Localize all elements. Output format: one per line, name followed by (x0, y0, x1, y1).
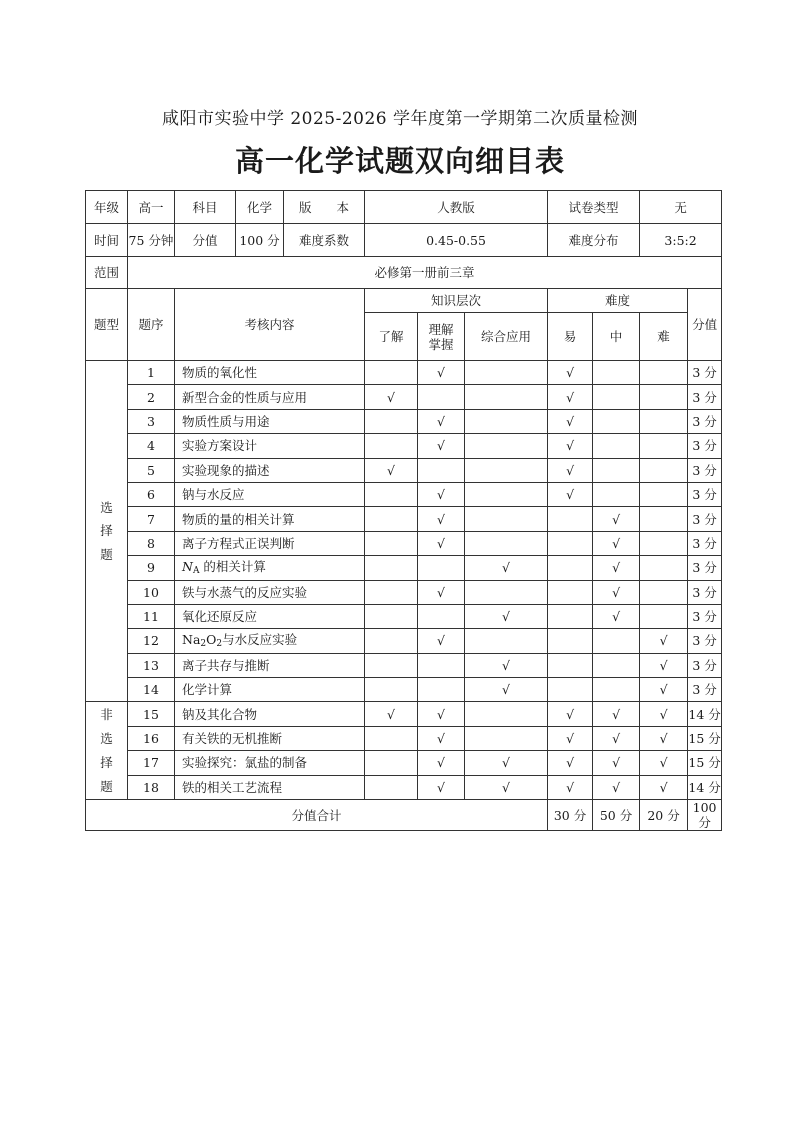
question-score: 3 分 (688, 531, 722, 555)
knowledge-understand-cell (365, 604, 418, 628)
knowledge-apply-cell (465, 653, 548, 677)
knowledge-master-cell (418, 678, 465, 702)
check-mark-icon: √ (387, 389, 395, 405)
difficulty-easy-cell (548, 531, 593, 555)
assessment-content (175, 629, 365, 653)
knowledge-understand-cell (365, 409, 418, 433)
question-type-char: 题 (100, 778, 113, 794)
col-header-content: 考核内容 (175, 289, 365, 361)
col-header-understand: 了解 (365, 313, 418, 361)
knowledge-understand-cell (365, 556, 418, 580)
difficulty-easy-cell (548, 604, 593, 628)
content-part: Na (182, 632, 201, 648)
check-mark-icon: √ (566, 413, 575, 429)
difficulty-dist-label: 难度分布 (548, 224, 640, 257)
difficulty-easy-cell (548, 458, 593, 482)
difficulty-medium-cell (593, 507, 640, 531)
knowledge-master-cell (418, 507, 465, 531)
question-score: 3 分 (688, 629, 722, 653)
assessment-content: 实验现象的描述 (175, 458, 365, 482)
difficulty-easy-cell (548, 361, 593, 385)
totals-row (86, 800, 722, 831)
question-number: 12 (128, 629, 175, 653)
difficulty-hard-cell (640, 678, 688, 702)
knowledge-master-cell (418, 604, 465, 628)
difficulty-medium-cell (593, 604, 640, 628)
difficulty-easy-cell (548, 385, 593, 409)
check-mark-icon: √ (612, 535, 621, 551)
col-header-easy: 易 (548, 313, 593, 361)
col-header-number: 题序 (128, 289, 175, 361)
totals-medium: 50 分 (593, 800, 640, 831)
knowledge-understand-cell (365, 751, 418, 775)
table-row (86, 678, 722, 702)
question-score: 3 分 (688, 458, 722, 482)
difficulty-easy-cell (548, 409, 593, 433)
subject-label: 科目 (175, 191, 236, 224)
check-mark-icon: √ (437, 413, 445, 429)
assessment-content: 实验方案设计 (175, 434, 365, 458)
knowledge-understand-cell (365, 531, 418, 555)
assessment-content: 氧化还原反应 (175, 604, 365, 628)
difficulty-coef-value: 0.45-0.55 (365, 224, 548, 257)
difficulty-hard-cell (640, 458, 688, 482)
assessment-content: 物质性质与用途 (175, 409, 365, 433)
check-mark-icon: √ (437, 365, 445, 381)
table-row (86, 702, 722, 726)
question-score: 15 分 (688, 751, 722, 775)
check-mark-icon: √ (502, 755, 511, 771)
exam-subtitle: 咸阳市实验中学 2025-2026 学年度第一学期第二次质量检测 (161, 109, 639, 129)
knowledge-master-cell (418, 409, 465, 433)
check-mark-icon: √ (387, 462, 395, 478)
table-row (86, 580, 722, 604)
check-mark-icon: √ (566, 731, 575, 747)
knowledge-understand-cell (365, 361, 418, 385)
content-part: N (182, 558, 193, 574)
knowledge-apply-cell (465, 604, 548, 628)
question-type-char: 选 (100, 731, 113, 746)
check-mark-icon: √ (437, 731, 445, 747)
knowledge-apply-cell (465, 629, 548, 653)
grade-label: 年级 (86, 191, 128, 224)
knowledge-understand-cell (365, 385, 418, 409)
check-mark-icon: √ (659, 779, 668, 795)
table-row (86, 434, 722, 458)
question-score: 14 分 (688, 702, 722, 726)
difficulty-easy-cell (548, 434, 593, 458)
check-mark-icon: √ (566, 389, 575, 405)
check-mark-icon: √ (566, 487, 575, 503)
knowledge-understand-cell (365, 653, 418, 677)
check-mark-icon: √ (612, 731, 621, 747)
col-header-master: 理解掌握 (418, 313, 465, 361)
knowledge-master-cell (418, 580, 465, 604)
check-mark-icon: √ (659, 755, 668, 771)
col-header-knowledge-level: 知识层次 (365, 289, 548, 313)
difficulty-medium-cell (593, 702, 640, 726)
knowledge-understand-cell (365, 629, 418, 653)
knowledge-master-cell (418, 531, 465, 555)
totals-hard: 20 分 (640, 800, 688, 831)
difficulty-easy-cell (548, 629, 593, 653)
knowledge-master-cell (418, 629, 465, 653)
check-mark-icon: √ (612, 560, 621, 576)
grade-value: 高一 (128, 191, 175, 224)
time-label: 时间 (86, 224, 128, 257)
difficulty-easy-cell (548, 775, 593, 799)
check-mark-icon: √ (502, 779, 511, 795)
question-type-char: 非 (100, 707, 113, 723)
col-header-medium: 中 (593, 313, 640, 361)
assessment-content: 化学计算 (175, 678, 365, 702)
difficulty-medium-cell (593, 726, 640, 750)
question-number: 3 (128, 409, 175, 433)
table-row (86, 507, 722, 531)
check-mark-icon: √ (566, 779, 575, 795)
check-mark-icon: √ (502, 560, 511, 576)
question-type-char: 择 (100, 754, 113, 770)
difficulty-hard-cell (640, 482, 688, 506)
check-mark-icon: √ (437, 487, 445, 503)
difficulty-easy-cell (548, 678, 593, 702)
check-mark-icon: √ (612, 755, 621, 771)
difficulty-hard-cell (640, 361, 688, 385)
knowledge-apply-cell (465, 580, 548, 604)
assessment-content: 离子方程式正误判断 (175, 531, 365, 555)
difficulty-hard-cell (640, 604, 688, 628)
knowledge-master-cell (418, 775, 465, 799)
difficulty-easy-cell (548, 702, 593, 726)
assessment-content (175, 556, 365, 580)
difficulty-medium-cell (593, 434, 640, 458)
check-mark-icon: √ (502, 682, 511, 698)
edition-value: 人教版 (365, 191, 548, 224)
check-mark-icon: √ (566, 706, 575, 722)
knowledge-master-cell (418, 434, 465, 458)
scope-value: 必修第一册前三章 (128, 257, 722, 289)
table-row (86, 409, 722, 433)
check-mark-icon: √ (659, 682, 668, 698)
check-mark-icon: √ (612, 511, 621, 527)
check-mark-icon: √ (566, 755, 575, 771)
assessment-content: 钠与水反应 (175, 482, 365, 506)
table-row (86, 531, 722, 555)
knowledge-apply-cell (465, 482, 548, 506)
knowledge-apply-cell (465, 361, 548, 385)
knowledge-understand-cell (365, 775, 418, 799)
difficulty-medium-cell (593, 361, 640, 385)
difficulty-easy-cell (548, 482, 593, 506)
table-row (86, 458, 722, 482)
check-mark-icon: √ (566, 438, 575, 454)
knowledge-master-cell (418, 726, 465, 750)
check-mark-icon: √ (659, 731, 668, 747)
question-number: 9 (128, 556, 175, 580)
question-number: 4 (128, 434, 175, 458)
paper-type-label: 试卷类型 (548, 191, 640, 224)
knowledge-understand-cell (365, 678, 418, 702)
difficulty-medium-cell (593, 556, 640, 580)
knowledge-apply-cell (465, 385, 548, 409)
difficulty-medium-cell (593, 458, 640, 482)
check-mark-icon: √ (387, 706, 395, 722)
col-header-difficulty: 难度 (548, 289, 688, 313)
assessment-content: 铁与水蒸气的反应实验 (175, 580, 365, 604)
col-header-hard: 难 (640, 313, 688, 361)
specification-table (85, 190, 722, 831)
difficulty-medium-cell (593, 409, 640, 433)
knowledge-master-cell (418, 556, 465, 580)
score-label: 分值 (175, 224, 236, 257)
table-row (86, 751, 722, 775)
difficulty-medium-cell (593, 385, 640, 409)
content-part: A (192, 565, 200, 576)
knowledge-apply-cell (465, 409, 548, 433)
knowledge-master-cell (418, 653, 465, 677)
difficulty-hard-cell (640, 531, 688, 555)
check-mark-icon: √ (502, 609, 511, 625)
check-mark-icon: √ (437, 438, 445, 454)
difficulty-easy-cell (548, 726, 593, 750)
check-mark-icon: √ (437, 779, 445, 795)
check-mark-icon: √ (437, 755, 445, 771)
difficulty-easy-cell (548, 653, 593, 677)
question-number: 13 (128, 653, 175, 677)
difficulty-hard-cell (640, 751, 688, 775)
knowledge-master-cell (418, 702, 465, 726)
check-mark-icon: √ (566, 462, 575, 478)
difficulty-hard-cell (640, 702, 688, 726)
check-mark-icon: √ (659, 633, 668, 649)
difficulty-easy-cell (548, 556, 593, 580)
knowledge-apply-cell (465, 507, 548, 531)
scope-label: 范围 (86, 257, 128, 289)
question-number: 10 (128, 580, 175, 604)
knowledge-apply-cell (465, 458, 548, 482)
assessment-content: 物质的量的相关计算 (175, 507, 365, 531)
knowledge-master-cell (418, 385, 465, 409)
difficulty-easy-cell (548, 580, 593, 604)
difficulty-medium-cell (593, 678, 640, 702)
check-mark-icon: √ (659, 657, 668, 673)
difficulty-hard-cell (640, 629, 688, 653)
subject-value: 化学 (236, 191, 284, 224)
check-mark-icon: √ (437, 535, 445, 551)
question-score: 3 分 (688, 385, 722, 409)
difficulty-hard-cell (640, 653, 688, 677)
question-score: 3 分 (688, 678, 722, 702)
question-number: 5 (128, 458, 175, 482)
table-row (86, 629, 722, 653)
table-row (86, 775, 722, 799)
question-number: 1 (128, 361, 175, 385)
question-score: 3 分 (688, 482, 722, 506)
difficulty-hard-cell (640, 409, 688, 433)
knowledge-understand-cell (365, 726, 418, 750)
knowledge-apply-cell (465, 726, 548, 750)
question-score: 3 分 (688, 434, 722, 458)
check-mark-icon: √ (437, 584, 445, 600)
knowledge-apply-cell (465, 531, 548, 555)
question-number: 6 (128, 482, 175, 506)
assessment-content: 新型合金的性质与应用 (175, 385, 365, 409)
question-number: 2 (128, 385, 175, 409)
question-score: 3 分 (688, 604, 722, 628)
knowledge-master-cell (418, 482, 465, 506)
assessment-content: 钠及其化合物 (175, 702, 365, 726)
question-type-char: 选 (100, 499, 113, 515)
check-mark-icon: √ (612, 706, 621, 722)
knowledge-understand-cell (365, 702, 418, 726)
check-mark-icon: √ (659, 706, 668, 722)
question-score: 3 分 (688, 409, 722, 433)
difficulty-medium-cell (593, 629, 640, 653)
knowledge-apply-cell (465, 702, 548, 726)
score-value: 100 分 (236, 224, 284, 257)
paper-type-value: 无 (640, 191, 722, 224)
question-score: 3 分 (688, 361, 722, 385)
question-score: 14 分 (688, 775, 722, 799)
table-row (86, 361, 722, 385)
page-title: 高一化学试题双向细目表 (234, 144, 565, 178)
assessment-content: 实验探究：氯盐的制备 (175, 751, 365, 775)
difficulty-hard-cell (640, 385, 688, 409)
knowledge-understand-cell (365, 507, 418, 531)
totals-easy: 30 分 (548, 800, 593, 831)
question-number: 18 (128, 775, 175, 799)
difficulty-easy-cell (548, 507, 593, 531)
question-score: 3 分 (688, 507, 722, 531)
difficulty-dist-value: 3:5:2 (640, 224, 722, 257)
question-type-cell (86, 361, 128, 702)
col-header-score: 分值 (688, 289, 722, 361)
table-row (86, 653, 722, 677)
difficulty-easy-cell (548, 751, 593, 775)
check-mark-icon: √ (612, 584, 621, 600)
col-header-apply: 综合应用 (465, 313, 548, 361)
content-part: 的相关计算 (199, 558, 266, 574)
difficulty-hard-cell (640, 580, 688, 604)
knowledge-apply-cell (465, 434, 548, 458)
knowledge-understand-cell (365, 434, 418, 458)
question-number: 8 (128, 531, 175, 555)
time-value: 75 分钟 (128, 224, 175, 257)
knowledge-apply-cell (465, 678, 548, 702)
knowledge-apply-cell (465, 556, 548, 580)
knowledge-master-cell (418, 458, 465, 482)
knowledge-understand-cell (365, 458, 418, 482)
assessment-content: 铁的相关工艺流程 (175, 775, 365, 799)
content-part: 与水反应实验 (222, 632, 298, 648)
check-mark-icon: √ (437, 633, 445, 649)
check-mark-icon: √ (612, 779, 621, 795)
table-row (86, 604, 722, 628)
totals-label: 分值合计 (86, 800, 548, 831)
check-mark-icon: √ (566, 365, 575, 381)
knowledge-master-cell (418, 361, 465, 385)
table-row (86, 556, 722, 580)
content-part: 2 (216, 639, 223, 650)
question-type-char: 择 (100, 523, 113, 539)
question-number: 16 (128, 726, 175, 750)
table-row (86, 482, 722, 506)
knowledge-apply-cell (465, 775, 548, 799)
table-row (86, 385, 722, 409)
assessment-content: 物质的氧化性 (175, 361, 365, 385)
question-score: 3 分 (688, 556, 722, 580)
knowledge-apply-cell (465, 751, 548, 775)
difficulty-medium-cell (593, 775, 640, 799)
question-number: 11 (128, 604, 175, 628)
question-number: 14 (128, 678, 175, 702)
difficulty-hard-cell (640, 507, 688, 531)
totals-total: 100 分 (688, 800, 722, 831)
check-mark-icon: √ (502, 657, 511, 673)
difficulty-hard-cell (640, 726, 688, 750)
question-score: 3 分 (688, 580, 722, 604)
check-mark-icon: √ (612, 609, 621, 625)
question-type-cell (86, 702, 128, 800)
difficulty-medium-cell (593, 580, 640, 604)
col-header-type: 题型 (86, 289, 128, 361)
check-mark-icon: √ (437, 706, 445, 722)
difficulty-medium-cell (593, 653, 640, 677)
question-type-char: 题 (100, 547, 113, 563)
difficulty-hard-cell (640, 775, 688, 799)
difficulty-medium-cell (593, 482, 640, 506)
question-number: 15 (128, 702, 175, 726)
table-row (86, 726, 722, 750)
question-number: 7 (128, 507, 175, 531)
question-score: 15 分 (688, 726, 722, 750)
question-score: 3 分 (688, 653, 722, 677)
edition-label: 版 本 (284, 191, 365, 224)
check-mark-icon: √ (437, 511, 445, 527)
question-number: 17 (128, 751, 175, 775)
content-part: 2 (200, 639, 207, 650)
difficulty-medium-cell (593, 751, 640, 775)
difficulty-medium-cell (593, 531, 640, 555)
difficulty-hard-cell (640, 434, 688, 458)
difficulty-hard-cell (640, 556, 688, 580)
knowledge-master-cell (418, 751, 465, 775)
content-part: O (206, 632, 217, 648)
knowledge-understand-cell (365, 482, 418, 506)
assessment-content: 有关铁的无机推断 (175, 726, 365, 750)
difficulty-coef-label: 难度系数 (284, 224, 365, 257)
assessment-content: 离子共存与推断 (175, 653, 365, 677)
knowledge-understand-cell (365, 580, 418, 604)
